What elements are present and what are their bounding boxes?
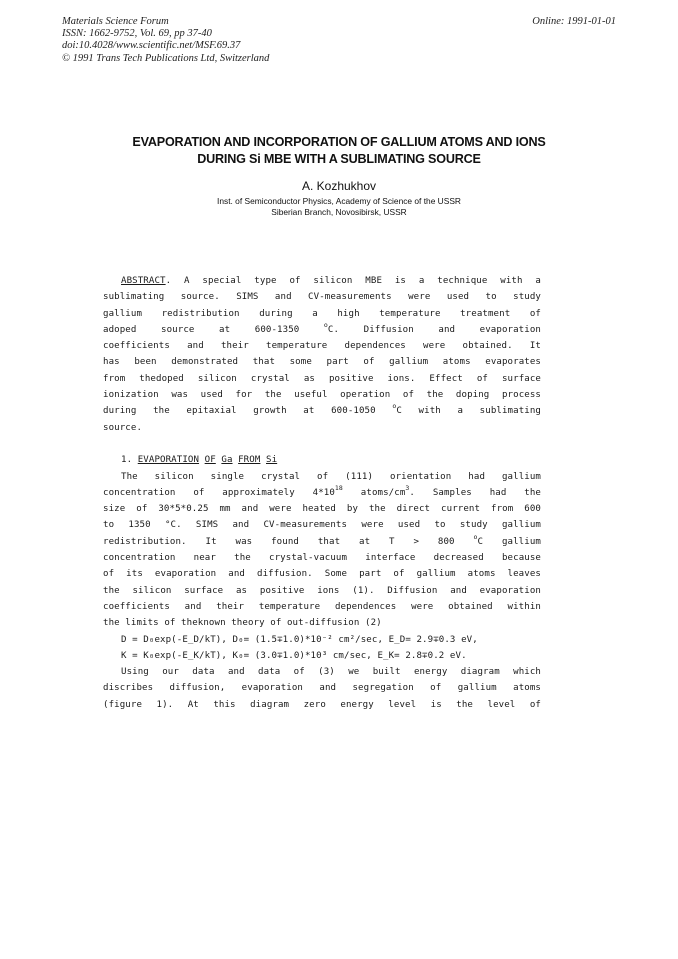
body-line: (figure 1). At this diagram zero energy level is the level of xyxy=(103,699,541,710)
abstract-line: coefficients and their temperature dependences were obtained. It xyxy=(103,341,541,352)
abstract-line: has been demonstrated that some part of gallium atoms evaporates xyxy=(103,357,541,368)
affiliation-line-2: Siberian Branch, Novosibirsk, USSR xyxy=(271,207,407,217)
abstract-line: during the epitaxial growth at 600-1050 $^o$C with a sublimating xyxy=(103,402,542,417)
body-line: The silicon single crystal of (111) orientation had gallium xyxy=(121,471,541,482)
abstract-line: ionization was used for the useful operation of the doping process xyxy=(103,390,541,401)
abstract-line: adoped source at 600-1350 $^o$C. Diffusion and evaporation xyxy=(103,320,541,335)
abstract-line: source. xyxy=(103,422,143,433)
abstract-line: sublimating source. SIMS and CV-measurements were used to study xyxy=(103,292,541,303)
abstract-line: from thedoped silicon crystal as positive ions. Effect of surface xyxy=(103,373,541,384)
author: A. Kozhukhov xyxy=(301,179,377,193)
section-heading: 1. EVAPORATION OF Ga FROM Si xyxy=(121,455,278,466)
body-line: to 1350 °C. SIMS and CV-measurements were used to study gallium xyxy=(103,520,541,531)
body-line: Using our data and data of (3) we built energy diagram which xyxy=(121,667,541,678)
title-line-1: EVAPORATION AND INCORPORATION OF GALLIUM ATOMS AND IONS xyxy=(132,135,546,149)
body-line: the silicon surface as positive ions (1). Diffusion and evaporation xyxy=(103,585,541,596)
affiliation-line-1: Inst. of Semiconductor Physics, Academy of Science of the USSR xyxy=(217,196,461,206)
copyright: © 1991 Trans Tech Publications Ltd, Switzerland xyxy=(62,52,270,64)
affiliation xyxy=(62,196,616,218)
degree-mark: o xyxy=(473,532,478,541)
body-line: concentration of approximately $4*10^{18}$ atoms/$cm^3$. Samples had the xyxy=(103,483,541,498)
body-line: concentration near the crystal-vacuum interface decreased because xyxy=(103,553,541,564)
body-line: redistribution. It was found that at T > 800 $^o$C gallium xyxy=(103,532,541,547)
abstract-line: ABSTRACT. A special type of silicon MBE is a technique with a xyxy=(121,276,541,286)
body-line: of its evaporation and diffusion. Some part of gallium atoms leaves xyxy=(103,569,541,580)
body-line: size of 30*5*0.25 mm and were heated by the direct current from 600 xyxy=(103,504,541,515)
title-line-2: DURING Si MBE WITH A SUBLIMATING SOURCE xyxy=(197,152,481,166)
journal-header xyxy=(62,16,269,65)
degree-mark: o xyxy=(323,320,328,329)
paper-title xyxy=(62,134,616,168)
online-date: Online: 1991-01-01 xyxy=(532,16,616,27)
body-line: discribes diffusion, evaporation and segregation of gallium atoms xyxy=(103,683,541,694)
abstract-line: gallium redistribution during a high temperature treatment of xyxy=(103,308,541,319)
equation-1: D = D₀exp(-E_D/kT), D₀= (1.5∓1.0)*10⁻² cm²/sec, E_D= 2.9∓0.3 eV, xyxy=(121,634,478,645)
abstract-label: ABSTRACT xyxy=(121,276,166,286)
degree-mark: o xyxy=(392,402,397,411)
body-line: coefficients and their temperature dependences were obtained within xyxy=(103,601,541,612)
journal-name: Materials Science Forum xyxy=(62,16,169,27)
issn: ISSN: 1662-9752, Vol. 69, pp 37-40 xyxy=(62,28,212,40)
paper-body xyxy=(103,273,541,713)
equation-2: K = K₀exp(-E_K/kT), K₀= (3.0∓1.0)*10³ cm/sec, E_K= 2.8∓0.2 eV. xyxy=(121,650,467,661)
doi: doi:10.4028/www.scientific.net/MSF.69.37 xyxy=(62,40,241,52)
body-line: the limits of theknown theory of out-diffusion (2) xyxy=(103,618,382,629)
